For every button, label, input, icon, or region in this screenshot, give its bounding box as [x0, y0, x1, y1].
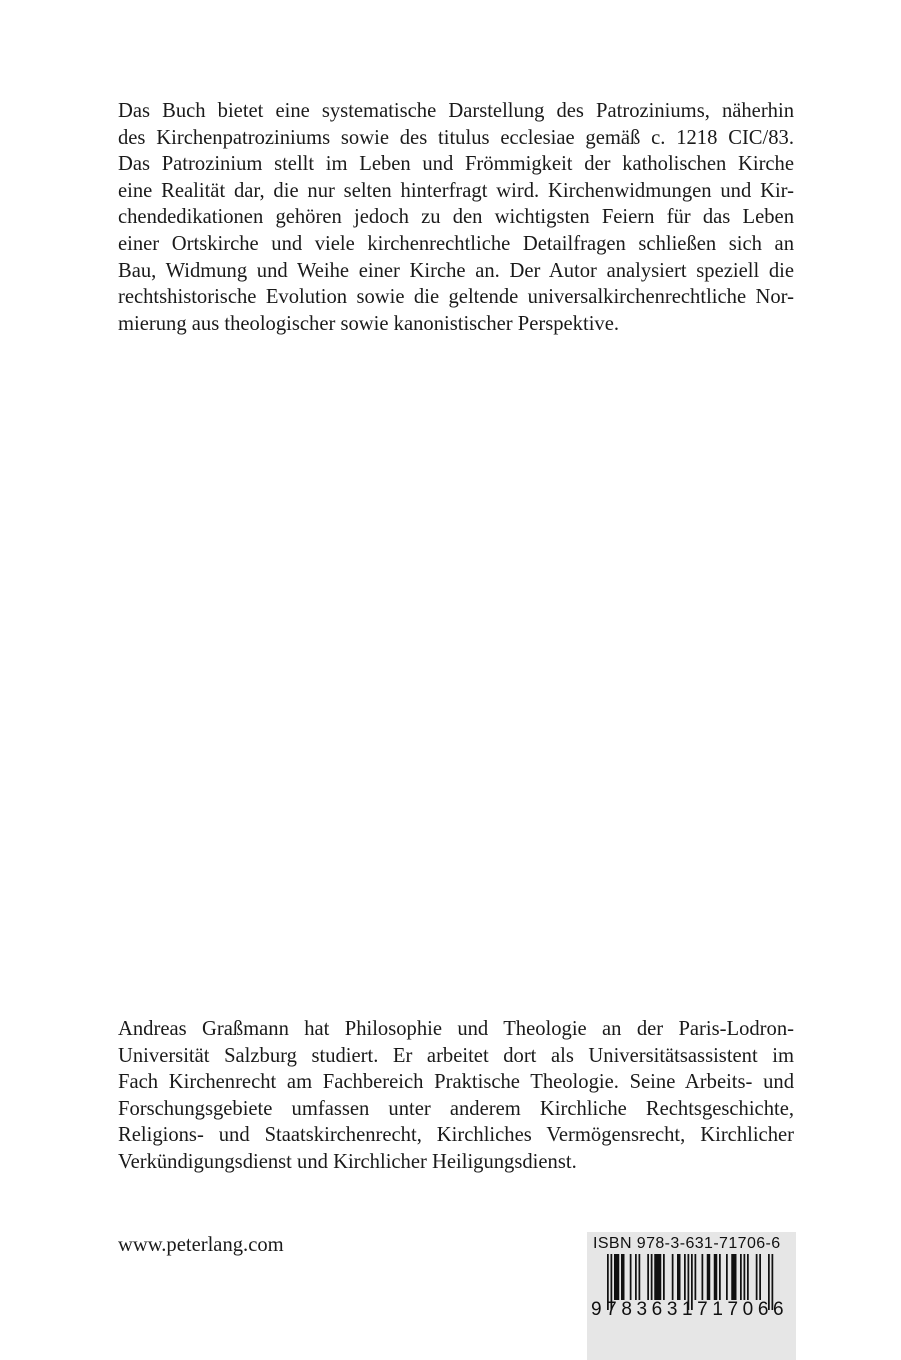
blurb-line: einer Ortskirche und viele kirchenrechtliche Detailfragen schließen sich an: [118, 232, 794, 255]
isbn-barcode: [587, 1232, 796, 1360]
barcode-bar: [707, 1254, 711, 1300]
barcode-bar: [714, 1254, 718, 1300]
bio-line: Fach Kirchenrecht am Fachbereich Praktische Theologie. Seine Arbeits- und: [118, 1071, 794, 1094]
barcode-bar: [663, 1254, 665, 1300]
blurb-line: Das Patrozinium stellt im Leben und Frömmigkeit der katholischen Kirche: [118, 153, 794, 176]
barcode-bar: [677, 1254, 681, 1300]
barcode-bar: [639, 1254, 641, 1300]
bio-line: Verkündigungsdienst und Kirchlicher Heiligungsdienst.: [118, 1150, 577, 1173]
barcode-bars: [587, 1232, 796, 1360]
blurb-line: des Kirchenpatroziniums sowie des titulus ecclesiae gemäß c. 1218 CIC/83.: [118, 126, 794, 149]
barcode-bar: [702, 1254, 704, 1300]
blurb-line: Das Buch bietet eine systematische Darstellung des Patroziniums, näherhin: [118, 100, 794, 122]
blurb-line: rechtshistorische Evolution sowie die geltende universalkirchenrechtliche Nor-: [118, 286, 794, 309]
blurb-text: [118, 98, 794, 337]
bio-line: Andreas Graßmann hat Philosophie und Theologie an der Paris-Lodron-: [118, 1018, 794, 1040]
barcode-bar: [651, 1254, 653, 1300]
author-bio: [118, 1016, 794, 1176]
barcode-bar: [747, 1254, 749, 1300]
publisher-website[interactable]: www.peterlang.com: [118, 1234, 284, 1256]
barcode-bar: [740, 1254, 742, 1300]
barcode-bar: [621, 1254, 625, 1300]
barcode-digits: 9783631717066: [591, 1299, 789, 1320]
barcode-bar: [756, 1254, 758, 1300]
barcode-bar: [630, 1254, 632, 1300]
barcode-bar: [719, 1254, 721, 1300]
blurb-line: chendedikationen gehören jedoch zu den wichtigsten Feiern für das Leben: [118, 206, 794, 229]
barcode-bar: [654, 1254, 661, 1300]
barcode-bar: [684, 1254, 686, 1300]
blurb-line: mierung aus theologischer sowie kanonistischer Perspektive.: [118, 312, 619, 335]
bio-line: Religions- und Staatskirchenrecht, Kirchliches Vermögensrecht, Kirchlicher: [118, 1124, 794, 1147]
barcode-bar: [635, 1254, 637, 1300]
isbn-label: ISBN 978-3-631-71706-6: [593, 1235, 781, 1252]
barcode-bar: [731, 1254, 736, 1300]
barcode-bar: [695, 1254, 697, 1300]
bio-line: Forschungsgebiete umfassen unter anderem Kirchliche Rechtsgeschichte,: [118, 1097, 794, 1120]
barcode-bar: [759, 1254, 761, 1300]
barcode-bar: [726, 1254, 728, 1300]
barcode-bar: [614, 1254, 619, 1300]
blurb-line: eine Realität dar, die nur selten hinterfragt wird. Kirchenwidmungen und Kir-: [118, 179, 794, 202]
blurb-line: Bau, Widmung und Weihe einer Kirche an. Der Autor analysiert speziell die: [118, 259, 794, 282]
barcode-bar: [744, 1254, 746, 1300]
bio-line: Universität Salzburg studiert. Er arbeitet dort als Universitätsassistent im: [118, 1044, 794, 1067]
barcode-bar: [672, 1254, 674, 1300]
barcode-bar: [647, 1254, 649, 1300]
